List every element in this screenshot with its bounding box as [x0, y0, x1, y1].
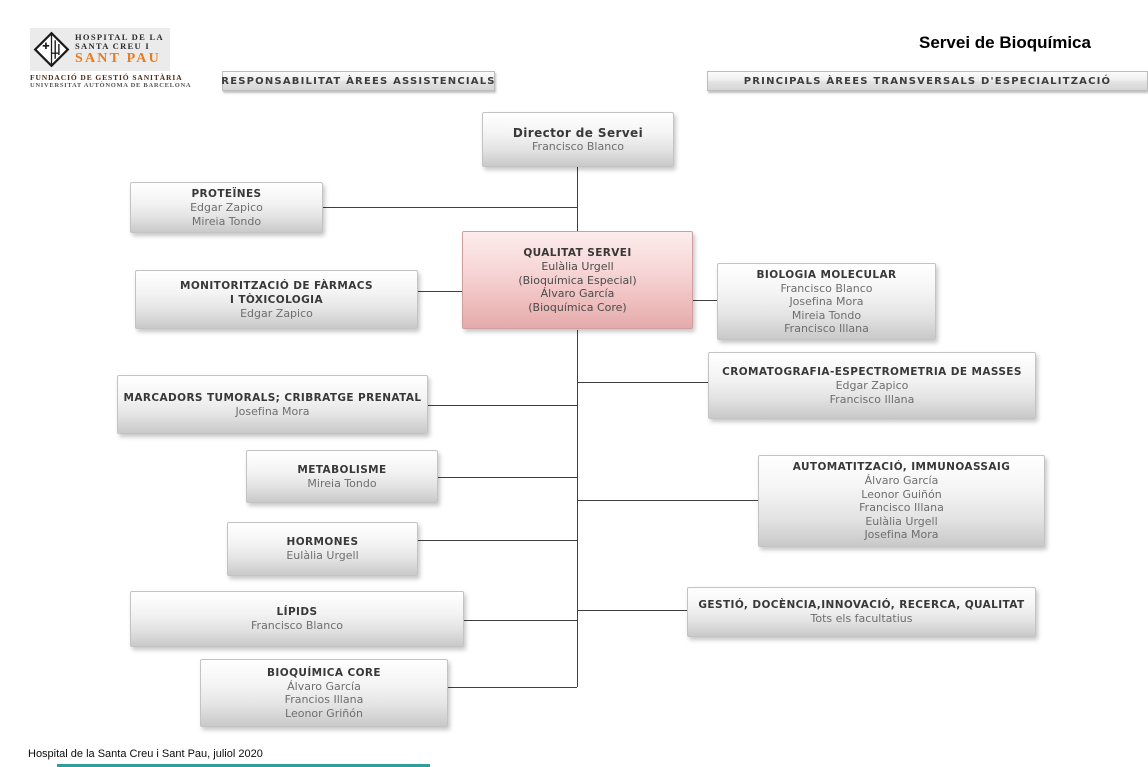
node-person: Eulàlia Urgell: [865, 514, 938, 528]
node-title: MONITORITZACIÓ DE FÀRMACS: [179, 279, 373, 292]
logo-line-2: SANTA CREU I: [75, 40, 150, 51]
node-title: BIOQUÍMICA CORE: [267, 666, 381, 679]
node-person: Francisco Illana: [784, 322, 869, 335]
connector-trunk: [577, 330, 578, 687]
node-person: Francisco Illana: [829, 392, 915, 406]
connector-marcadors: [428, 405, 577, 406]
node-person: Edgar Zapico: [190, 201, 263, 214]
footer-text: Hospital de la Santa Creu i Sant Pau, juliol 2020: [28, 748, 263, 760]
node-person: Francisco Blanco: [780, 281, 873, 295]
org-node-gestio: [687, 587, 1036, 637]
node-person: Leonor Griñón: [285, 706, 363, 720]
hospital-logo: [30, 28, 170, 71]
node-title: MARCADORS TUMORALS; CRIBRATGE PRENATAL: [123, 391, 422, 404]
org-node-automatitzacio: [758, 455, 1045, 547]
org-node-cromatografia: [708, 352, 1036, 419]
node-title-line2: I TÒXICOLOGIA: [229, 293, 323, 306]
node-title: GESTIÓ, DOCÈNCIA,INNOVACIÓ, RECERCA, QUALITAT: [698, 599, 1025, 612]
node-title: QUALITAT SERVEI: [523, 247, 632, 259]
node-person: Francisco Illana: [859, 501, 944, 515]
page-title: Servei de Bioquímica: [919, 33, 1091, 52]
org-node-metabolisme: [246, 450, 438, 503]
node-person: Eulàlia Urgell: [286, 549, 359, 563]
section-header-transversals: PRINCIPALS ÀREES TRANSVERSALS D'ESPECIALITZACIÓ: [707, 71, 1148, 91]
connector-proteines: [323, 207, 577, 208]
node-title: METABOLISME: [297, 463, 387, 476]
connector-hormones: [418, 540, 577, 541]
connector-director-qualitat: [577, 167, 578, 232]
node-person: Mireia Tondo: [191, 214, 262, 228]
node-title: BIOLOGIA MOLECULAR: [756, 268, 897, 281]
node-title: PROTEÏNES: [191, 188, 262, 200]
node-person: Josefina Mora: [235, 404, 310, 418]
connector-metabolisme: [438, 477, 577, 478]
connector-bioquimica-core: [448, 687, 577, 688]
org-node-monitoritzacio-farmacs: [135, 270, 418, 329]
node-person: Edgar Zapico: [240, 306, 313, 320]
section-header-assistencials: RESPONSABILITAT ÀREES ASSISTENCIALS: [222, 71, 495, 91]
connector-lipids: [464, 620, 577, 621]
connector-monitoritzacio: [418, 291, 462, 292]
node-person: Álvaro García: [864, 474, 939, 488]
node-title: HORMONES: [286, 536, 359, 549]
org-node-qualitat-servei: [462, 231, 693, 329]
node-person: Álvaro García: [540, 287, 615, 300]
node-title: CROMATOGRAFIA-ESPECTROMETRIA DE MASSES: [722, 366, 1022, 378]
org-node-hormones: [227, 522, 418, 576]
connector-biologia: [693, 300, 717, 301]
logo-line-3: SANT PAU: [75, 50, 161, 66]
node-person: Leonor Guiñón: [861, 487, 942, 501]
connector-automatitzacio: [577, 500, 758, 501]
node-person: Álvaro García: [287, 679, 361, 693]
connector-gestio: [577, 610, 687, 611]
logo-university-text: UNIVERSITAT AUTÒNOMA DE BARCELONA: [30, 82, 192, 89]
node-person: Francisco Blanco: [532, 139, 624, 153]
node-person: Eulàlia Urgell: [541, 260, 614, 273]
node-person: Edgar Zapico: [835, 379, 909, 392]
hospital-logo-text: [75, 33, 164, 67]
org-node-bioquimica-core: [200, 659, 448, 727]
logo-line-1: HOSPITAL DE LA: [75, 31, 164, 42]
org-node-director: [482, 112, 674, 167]
node-person: Mireia Tondo: [307, 476, 377, 490]
org-node-proteines: [130, 182, 323, 233]
hospital-logo-icon: [33, 31, 70, 68]
org-node-marcadors-tumorals: [117, 375, 428, 434]
connector-cromatografia: [577, 382, 708, 383]
node-person: Mireia Tondo: [791, 308, 862, 322]
org-node-lipids: [130, 591, 464, 647]
node-person: Francisco Blanco: [251, 619, 343, 633]
node-person: Francios Illana: [284, 693, 364, 707]
node-title: LÍPIDS: [276, 606, 318, 619]
node-title: Director de Servei: [512, 125, 644, 140]
node-person: Josefina Mora: [789, 295, 864, 308]
logo-foundation-text: FUNDACIÓ DE GESTIÓ SANITÀRIA: [30, 73, 183, 82]
node-title: AUTOMATITZACIÓ, IMMUNOASSAIG: [792, 461, 1011, 474]
node-person: (Bioquímica Especial): [518, 273, 637, 287]
org-node-biologia-molecular: [717, 263, 936, 340]
node-person: Tots els facultatius: [810, 612, 913, 626]
node-person: (Bioquímica Core): [528, 300, 627, 314]
node-person: Josefina Mora: [864, 528, 939, 542]
